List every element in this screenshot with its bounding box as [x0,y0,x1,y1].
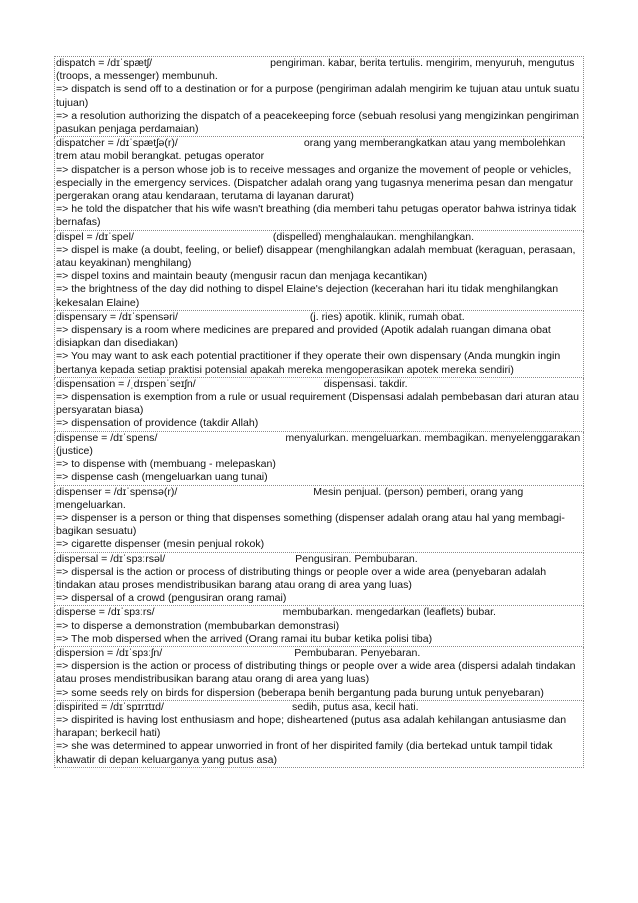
entry-meaning: Pembubaran. Penyebaran. [294,646,421,659]
entry-headword: dispatcher = /dɪˈspætʃə(r)/ [56,137,178,150]
entry-headword: dispirited = /dɪˈspɪrɪtɪd/ [56,700,164,713]
entry-meaning: pengiriman. kabar, berita tertulis. mengirim, menyuruh, mengutus (troops, a messenger) membunuh. [56,57,575,83]
entry-headword: dispense = /dɪˈspens/ [56,431,158,444]
entry-example: => dispersal of a crowd (pengusiran orang ramai) [56,592,287,605]
entry-headword: dispenser = /dɪˈspensə(r)/ [56,485,178,498]
entry-example: => You may want to ask each potential practitioner if they operate their own dispensary (Anda mungkin ingin bertanya kepada setiap praktisi potensial apakah mereka mengoperasikan apotek mereka sendiri) [56,350,561,376]
entry-example: => a resolution authorizing the dispatch of a peacekeeping force (sebuah resolusi yang mengizinkan pengiriman pasukan penjaga perdamaian) [56,109,579,136]
entry-example: => dispel toxins and maintain beauty (mengusir racun dan menjaga kecantikan) [56,270,428,283]
dictionary-page [54,56,584,768]
entry-meaning: Pengusiran. Pembubaran. [295,552,418,565]
entry-meaning: orang yang memberangkatkan atau yang membolehkan trem atau mobil berangkat. petugas operator [56,137,566,163]
entry-definition: => dispersion is the action or process of distributing things or people over a wide area (dispersi adalah tindakan atau proses mendistribusikan barang atau orang di area yang luas) [56,660,576,686]
entry-definition: => dispel is make (a doubt, feeling, or belief) disappear (menghilangkan adalah membuat (keraguan, perasaan, atau keyakinan) menghilang) [56,243,576,270]
entry-example: => dispense cash (mengeluarkan uang tunai) [56,471,268,484]
dictionary-entry-disperse [54,606,584,647]
entry-definition: => dispirited is having lost enthusiasm and hope; disheartened (putus asa adalah kehilangan antusiasme dan harapan; berkecil hati) [56,713,567,740]
entry-definition: => dispatch is send off to a destination or for a purpose (pengiriman adalah mengirim ke tujuan atau untuk suatu tujuan) [56,83,580,109]
entry-headword: dispatch = /dɪˈspætʃ/ [56,57,153,69]
entry-definition: => dispenser is a person or thing that dispenses something (dispenser adalah orang atau hal yang membagi-bagikan sesuatu) [56,511,565,538]
entry-definition: => dispensation is exemption from a rule or usual requirement (Dispensasi adalah pembebasan dari aturan atau persyaratan biasa) [56,391,579,417]
dictionary-entry-dispirited [54,701,584,768]
entry-meaning: membubarkan. mengedarkan (leaflets) bubar. [282,606,496,619]
dictionary-entry-dispenser [54,486,584,553]
entry-definition: => dispatcher is a person whose job is to receive messages and organize the movement of people or vehicles, especially in the emergency services. (Dispatcher adalah orang yang tugasnya menerima pesan dan mengatur pergerakan orang atau kendaraan, terutama di layanan darurat) [56,163,574,203]
entry-meaning: menyalurkan. mengeluarkan. membagikan. menyelenggarakan (justice) [56,431,581,457]
entry-meaning: (j. ries) apotik. klinik, rumah obat. [309,310,465,323]
entry-meaning: (dispelled) menghalaukan. menghilangkan. [272,230,475,243]
entry-example: => cigarette dispenser (mesin penjual rokok) [56,538,265,551]
entry-headword: dispersion = /dɪˈspɜːʃn/ [56,646,163,659]
entry-example: => dispensation of providence (takdir Allah) [56,417,259,430]
entry-headword: dispersal = /dɪˈspɜːrsəl/ [56,552,166,565]
entry-headword: dispel = /dɪˈspel/ [56,230,134,243]
entry-example: => she was determined to appear unworried in front of her dispirited family (dia bertekad untuk tampil tidak khawatir di depan keluarganya yang putus asa) [56,740,553,766]
dictionary-entry-dispense [54,432,584,486]
dictionary-entry-dispensary [54,311,584,378]
dictionary-entry-dispatch [54,56,584,137]
dictionary-entry-dispersion [54,647,584,701]
entry-example: => to dispense with (membuang - melepaskan) [56,458,276,471]
entry-headword: dispensation = /ˌdɪspenˈseɪʃn/ [56,377,196,390]
entry-meaning: sedih, putus asa, kecil hati. [291,700,419,713]
entry-example: => he told the dispatcher that his wife wasn't breathing (dia memberi tahu petugas operator bahwa istrinya tidak bernafas) [56,203,577,229]
dictionary-entry-dispatcher [54,137,584,230]
entry-example: => some seeds rely on birds for dispersion (beberapa benih bergantung pada burung untuk penyebaran) [56,686,544,699]
entry-meaning: Mesin penjual. (person) pemberi, orang yang mengeluarkan. [56,485,524,511]
entry-headword: dispensary = /dɪˈspensəri/ [56,310,178,323]
entry-example: => to disperse a demonstration (membubarkan demonstrasi) [56,619,340,632]
entry-headword: disperse = /dɪˈspɜːrs/ [56,606,155,619]
entry-example: => the brightness of the day did nothing to dispel Elaine's dejection (kecerahan hari itu tidak menghilangkan kekesalan Elaine) [56,283,559,309]
entry-meaning: dispensasi. takdir. [323,377,408,390]
entry-definition: => dispensary is a room where medicines are prepared and provided (Apotik adalah ruangan dimana obat disiapkan dan disediakan) [56,324,551,350]
entry-example: => The mob dispersed when the arrived (Orang ramai itu bubar ketika polisi tiba) [56,632,433,645]
entry-definition: => dispersal is the action or process of distributing things or people over a wide area (penyebaran adalah tindakan atau proses mendistribusikan barang atau orang di area yang luas) [56,565,547,591]
dictionary-entry-dispersal [54,553,584,607]
dictionary-entry-dispensation [54,378,584,432]
dictionary-entry-dispel [54,231,584,311]
